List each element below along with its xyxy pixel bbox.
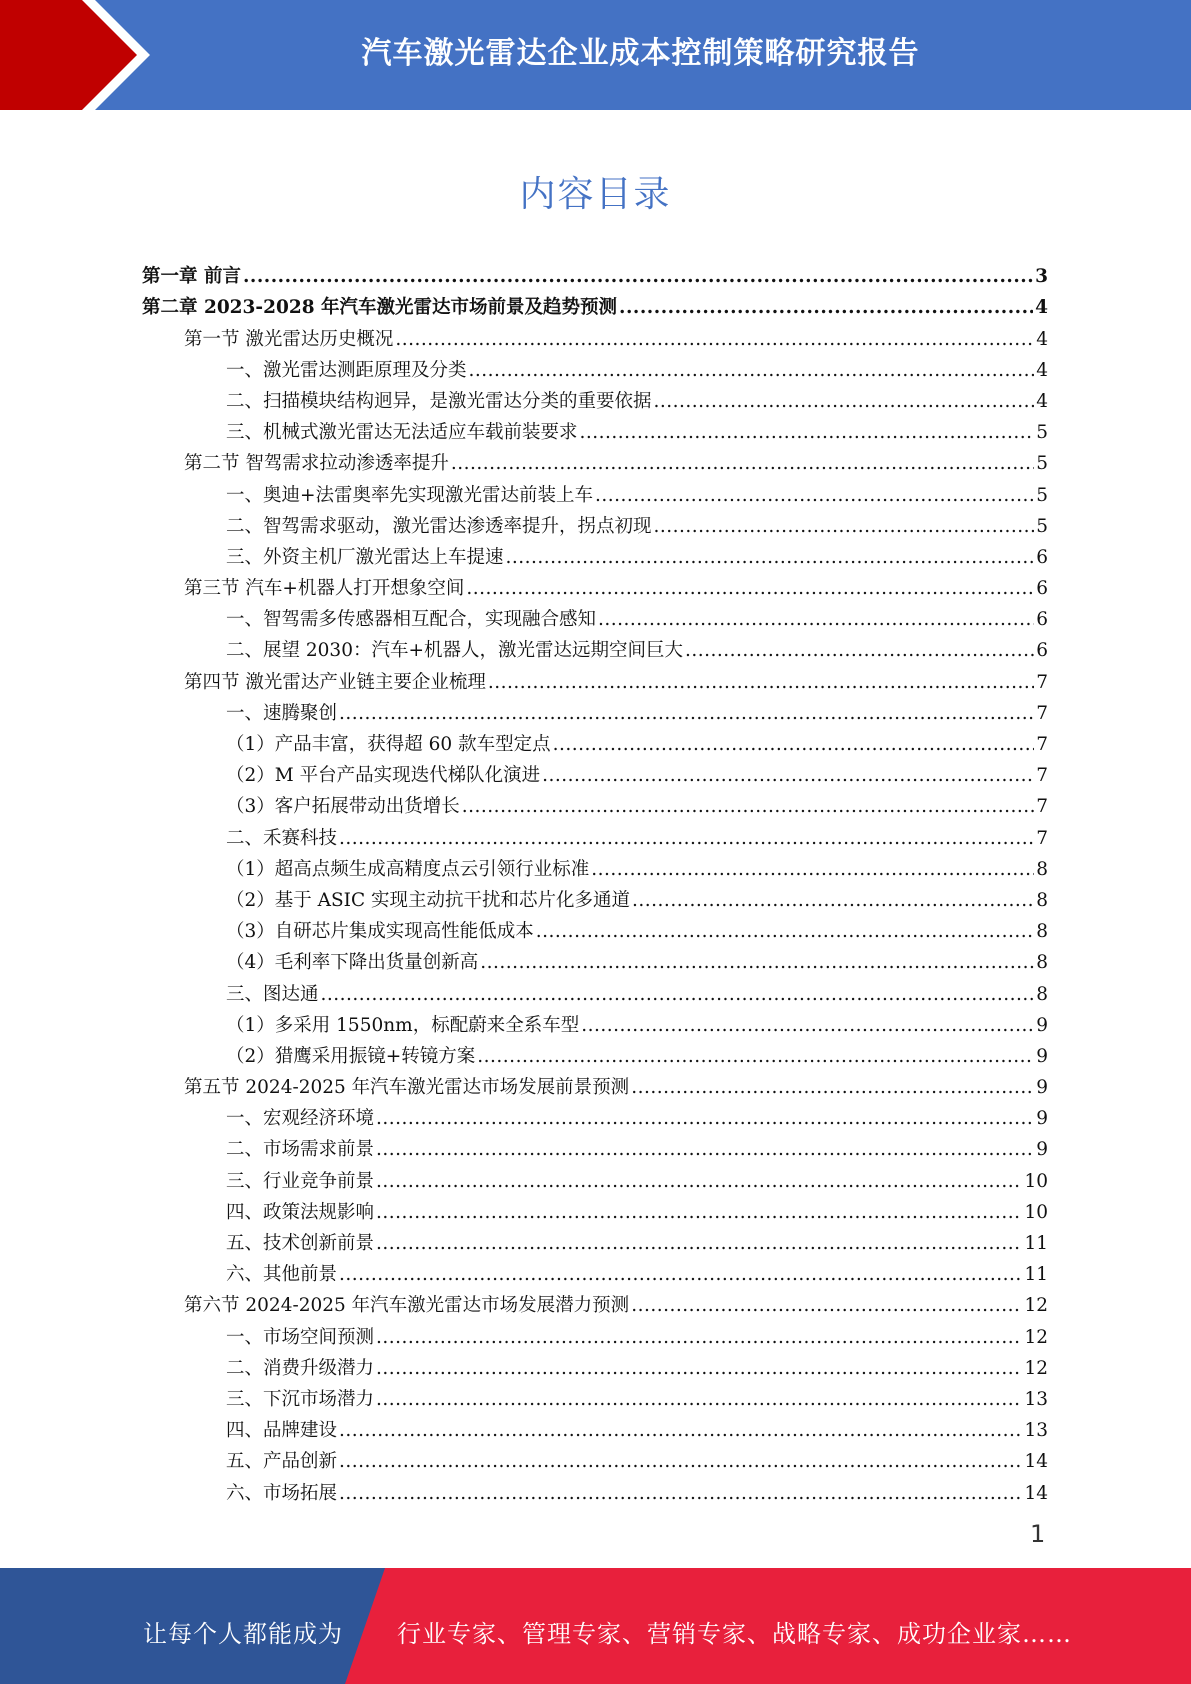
toc-entry[interactable] (142, 1442, 1048, 1473)
toc-entry-label: 六、市场拓展 (226, 1482, 338, 1504)
toc-entry-page: 9 (1036, 1045, 1048, 1067)
toc-entry-label: （1）多采用 1550nm，标配蔚来全系车型 (226, 1014, 580, 1036)
toc-entry-page: 11 (1024, 1233, 1048, 1254)
toc-leader-dots (339, 1451, 1022, 1473)
toc-leader-dots (591, 859, 1034, 881)
toc-entry-label: 二、禾赛科技 (226, 827, 338, 849)
toc-entry-page: 7 (1036, 765, 1048, 787)
page-number: 1 (1030, 1520, 1046, 1548)
toc-entry[interactable] (142, 257, 1048, 288)
toc-leader-dots (631, 1295, 1022, 1317)
toc-entry[interactable] (142, 319, 1048, 350)
toc-entry[interactable] (142, 475, 1048, 506)
toc-entry-page: 13 (1024, 1388, 1048, 1410)
toc-entry-label: 第二章 2023-2028 年汽车激光雷达市场前景及趋势预测 (142, 297, 618, 319)
toc-entry-label: 三、图达通 (226, 983, 319, 1005)
toc-entry[interactable] (142, 444, 1048, 475)
toc-entry[interactable] (142, 1255, 1048, 1286)
toc-entry[interactable] (142, 413, 1048, 444)
toc-leader-dots (339, 1264, 1022, 1286)
toc-entry-label: 第五节 2024-2025 年汽车激光雷达市场发展前景预测 (184, 1077, 630, 1099)
toc-entry-page: 5 (1036, 453, 1048, 475)
toc-entry-label: （4）毛利率下降出货量创新高 (226, 952, 479, 974)
toc-entry[interactable] (142, 382, 1048, 413)
toc-leader-dots (376, 1171, 1022, 1193)
toc-entry[interactable] (142, 1193, 1048, 1224)
toc-entry-page: 11 (1024, 1264, 1048, 1286)
toc-title: 内容目录 (519, 174, 672, 215)
footer-slogan-left: 让每个人都能成为 (143, 1620, 343, 1648)
toc-entry[interactable] (142, 1286, 1048, 1317)
toc-entry-page: 8 (1036, 921, 1048, 943)
toc-leader-dots (339, 1420, 1022, 1442)
toc-entry-label: 二、智驾需求驱动，激光雷达渗透率提升，拐点初现 (226, 515, 652, 537)
toc-entry-label: 第一节 激光雷达历史概况 (184, 328, 394, 350)
toc-entry-page: 6 (1036, 640, 1048, 662)
toc-entry[interactable] (142, 1349, 1048, 1380)
toc-entry-label: 三、机械式激光雷达无法适应车载前装要求 (226, 422, 578, 444)
toc-entry[interactable] (142, 1224, 1048, 1255)
footer-slogan-right: 行业专家、管理专家、营销专家、战略专家、成功企业家…… (397, 1620, 1072, 1648)
toc-entry-label: 第四节 激光雷达产业链主要企业梳理 (184, 671, 486, 693)
toc-entry[interactable] (142, 943, 1048, 974)
toc-leader-dots (376, 1108, 1034, 1130)
toc-entry-page: 6 (1036, 578, 1048, 600)
toc-entry[interactable] (142, 1161, 1048, 1192)
toc-entry-page: 6 (1036, 609, 1048, 631)
toc-entry-page: 7 (1036, 671, 1048, 693)
toc-leader-dots (580, 422, 1035, 444)
toc-entry-page: 4 (1036, 359, 1048, 381)
toc-entry-label: 二、市场需求前景 (226, 1139, 375, 1161)
toc-entry-label: 一、速腾聚创 (226, 702, 338, 724)
toc-leader-dots (462, 796, 1034, 818)
toc-entry[interactable] (142, 1037, 1048, 1068)
toc-entry[interactable] (142, 631, 1048, 662)
toc-leader-dots (321, 984, 1035, 1006)
toc-entry-label: 六、其他前景 (226, 1264, 338, 1286)
toc-entry-page: 9 (1036, 1108, 1048, 1130)
page-header (0, 0, 1191, 110)
header-title: 汽车激光雷达企业成本控制策略研究报告 (361, 36, 920, 71)
toc-leader-dots (451, 453, 1034, 475)
toc-entry-page: 14 (1024, 1451, 1048, 1473)
toc-entry[interactable] (142, 507, 1048, 538)
toc-leader-dots (598, 609, 1034, 631)
toc-entry-page: 7 (1036, 827, 1048, 849)
toc-entry[interactable] (142, 974, 1048, 1005)
toc-entry[interactable] (142, 1380, 1048, 1411)
toc-entry-label: （2）M 平台产品实现迭代梯队化演进 (226, 765, 541, 787)
toc-leader-dots (631, 1077, 1034, 1099)
toc-entry-label: 三、下沉市场潜力 (226, 1388, 375, 1410)
toc-entry-page: 12 (1024, 1357, 1048, 1379)
toc-leader-dots (595, 485, 1034, 507)
toc-entry-label: （1）产品丰富，获得超 60 款车型定点 (226, 734, 551, 755)
toc-entry-label: （2）猎鹰采用振镜+转镜方案 (226, 1045, 476, 1067)
toc-entry-label: 一、宏观经济环境 (226, 1108, 375, 1130)
toc-entry-label: 三、行业竞争前景 (226, 1170, 375, 1192)
toc-entry-label: 四、政策法规影响 (226, 1201, 375, 1223)
toc-leader-dots (536, 921, 1034, 943)
toc-leader-dots (466, 578, 1034, 600)
toc-entry-label: 二、消费升级潜力 (226, 1357, 375, 1379)
toc-entry[interactable] (142, 1099, 1048, 1130)
toc-entry[interactable] (142, 1317, 1048, 1348)
toc-entry-label: （3）客户拓展带动出货增长 (226, 796, 460, 818)
toc-entry-page: 9 (1036, 1139, 1048, 1161)
toc-entry-page: 8 (1036, 858, 1048, 880)
toc-entry-page: 7 (1036, 734, 1048, 755)
toc-entry-label: 一、市场空间预测 (226, 1326, 375, 1348)
toc-entry-label: 一、智驾需多传感器相互配合，实现融合感知 (226, 609, 597, 631)
toc-leader-dots (488, 672, 1034, 694)
toc-leader-dots (376, 1389, 1022, 1411)
toc-entry[interactable] (142, 725, 1048, 756)
toc-entry-page: 13 (1024, 1420, 1048, 1442)
toc-leader-dots (469, 360, 1035, 382)
toc-leader-dots (654, 516, 1035, 538)
toc-leader-dots (654, 391, 1035, 413)
toc-entry-page: 9 (1036, 1014, 1048, 1036)
toc-leader-dots (243, 266, 1033, 288)
toc-entry[interactable] (142, 1068, 1048, 1099)
toc-entry-label: 三、外资主机厂激光雷达上车提速 (226, 546, 504, 568)
toc-entry[interactable] (142, 1006, 1048, 1037)
toc-entry[interactable] (142, 1473, 1048, 1504)
toc-leader-dots (542, 765, 1034, 787)
toc-entry-label: 第二节 智驾需求拉动渗透率提升 (184, 453, 449, 475)
toc-entry-page: 12 (1024, 1326, 1048, 1348)
toc-entry-page: 4 (1036, 328, 1048, 350)
toc-entry-label: （3）自研芯片集成实现高性能低成本 (226, 921, 534, 943)
toc-leader-dots (376, 1358, 1022, 1380)
toc-entry-page: 8 (1036, 889, 1048, 911)
toc-entry[interactable] (142, 351, 1048, 382)
toc-leader-dots (376, 1139, 1034, 1161)
toc-entry-label: （1）超高点频生成高精度点云引领行业标准 (226, 858, 590, 880)
toc-leader-dots (685, 640, 1034, 662)
toc-entry-label: 五、技术创新前景 (226, 1233, 375, 1254)
toc-entry-page: 5 (1036, 515, 1048, 537)
toc-entry-page: 8 (1036, 952, 1048, 974)
toc-leader-dots (477, 1046, 1034, 1068)
toc-entry[interactable] (142, 881, 1048, 912)
toc-leader-dots (376, 1327, 1022, 1349)
toc-leader-dots (376, 1233, 1022, 1255)
toc-entry-label: 第三节 汽车+机器人打开想象空间 (184, 578, 465, 600)
toc-entry-label: 一、奥迪+法雷奥率先实现激光雷达前装上车 (226, 484, 594, 506)
toc-leader-dots (619, 297, 1033, 319)
toc-entry[interactable] (142, 1411, 1048, 1442)
toc-entry[interactable] (142, 538, 1048, 569)
toc-entry-page: 7 (1036, 796, 1048, 818)
toc-entry[interactable] (142, 569, 1048, 600)
toc-entry-page: 3 (1035, 266, 1048, 288)
toc-entry-page: 10 (1024, 1201, 1048, 1223)
toc-entry-label: 二、展望 2030：汽车+机器人，激光雷达远期空间巨大 (226, 640, 683, 662)
toc-entry[interactable] (142, 912, 1048, 943)
table-of-contents (142, 257, 1048, 1505)
toc-leader-dots (480, 952, 1034, 974)
toc-leader-dots (581, 1015, 1034, 1037)
toc-entry-page: 9 (1036, 1077, 1048, 1099)
toc-leader-dots (376, 1202, 1022, 1224)
toc-entry[interactable] (142, 694, 1048, 725)
toc-entry-label: 第一章 前言 (142, 266, 241, 288)
toc-entry[interactable] (142, 756, 1048, 787)
toc-leader-dots (339, 1483, 1022, 1505)
toc-entry-page: 5 (1036, 422, 1048, 444)
toc-entry-page: 7 (1036, 702, 1048, 724)
toc-entry[interactable] (142, 818, 1048, 849)
toc-leader-dots (553, 734, 1035, 756)
toc-entry-label: 一、激光雷达测距原理及分类 (226, 359, 467, 381)
toc-entry[interactable] (142, 1130, 1048, 1161)
toc-leader-dots (339, 703, 1034, 725)
toc-entry[interactable] (142, 850, 1048, 881)
toc-entry-page: 12 (1024, 1295, 1048, 1317)
toc-leader-dots (395, 329, 1034, 351)
toc-entry[interactable] (142, 288, 1048, 319)
toc-entry-page: 8 (1036, 983, 1048, 1005)
toc-entry-label: （2）基于 ASIC 实现主动抗干扰和芯片化多通道 (226, 889, 631, 911)
toc-entry-page: 10 (1024, 1170, 1048, 1192)
toc-entry[interactable] (142, 787, 1048, 818)
toc-leader-dots (339, 828, 1034, 850)
toc-entry-label: 五、产品创新 (226, 1451, 338, 1473)
toc-entry[interactable] (142, 600, 1048, 631)
toc-entry-page: 5 (1036, 484, 1048, 506)
toc-leader-dots (506, 547, 1035, 569)
toc-entry-page: 4 (1035, 297, 1048, 319)
toc-leader-dots (632, 890, 1034, 912)
toc-entry-label: 第六节 2024-2025 年汽车激光雷达市场发展潜力预测 (184, 1295, 630, 1317)
toc-entry[interactable] (142, 662, 1048, 693)
toc-entry-page: 6 (1036, 546, 1048, 568)
toc-entry-label: 四、品牌建设 (226, 1420, 338, 1442)
toc-entry-page: 14 (1024, 1482, 1048, 1504)
toc-entry-page: 4 (1036, 390, 1048, 412)
toc-entry-label: 二、扫描模块结构迥异，是激光雷达分类的重要依据 (226, 390, 652, 412)
